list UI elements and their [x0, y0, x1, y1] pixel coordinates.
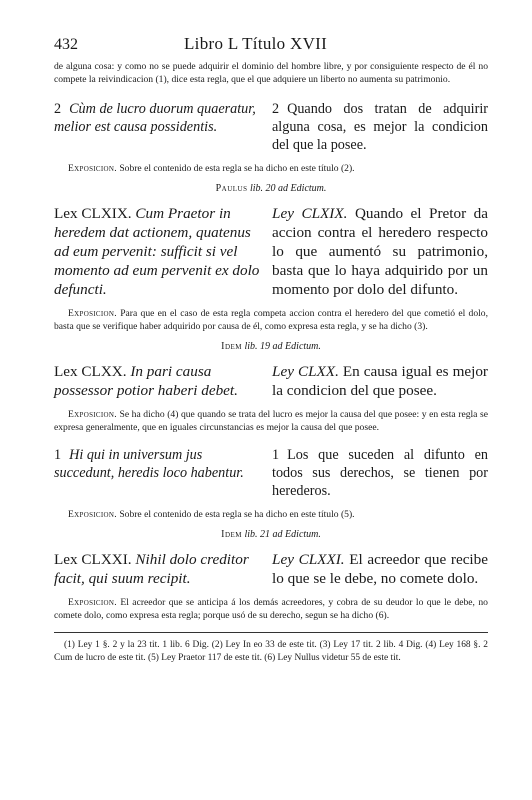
- lex-171-latin-head: Lex CLXXI.: [54, 551, 132, 568]
- rule-1-latin-number: 1: [54, 447, 62, 463]
- lex-169-latin-text: Cum Praetor in heredem dat actionem, quatenus ad eum pervenit: sufficit si vel momento ad eum pervenit ex dolo defuncti.: [54, 205, 260, 298]
- source-3: [54, 529, 488, 540]
- lex-170-spanish: [272, 362, 488, 400]
- rule-1-block: [54, 446, 488, 500]
- lex-170-block: [54, 362, 488, 400]
- rule-2-block: [54, 100, 488, 154]
- lex-169-spanish: [272, 204, 488, 299]
- rule-2-spanish: [272, 100, 488, 154]
- source-1: [54, 183, 488, 194]
- exposition-3-text: Se ha dicho (4) que quando se trata del lucro es mejor la causa del que posee: y en esta regla se expresa generalmente, que en iguales circunstancias es mejor la causa del que posee.: [54, 409, 488, 433]
- exposition-1: [68, 162, 488, 175]
- running-title: Libro L Título XVII: [184, 34, 328, 53]
- lex-171-spanish: [272, 550, 488, 588]
- rule-1-spanish-number: 1: [272, 447, 280, 463]
- rule-2-latin-text: Cùm de lucro duorum quaeratur, melior est causa possidentis.: [54, 101, 256, 135]
- exposition-1-text: Sobre el contenido de esta regla se ha dicho en este título (2).: [119, 163, 355, 174]
- exposition-5-lead: Exposicion.: [68, 597, 117, 608]
- rule-1-latin-text: Hi qui in universum jus succedunt, heredis loco habentur.: [54, 447, 244, 481]
- exposition-2: [54, 307, 488, 333]
- source-3-ref: lib. 21 ad Edictum.: [244, 529, 321, 540]
- lex-170-latin-text: In pari causa possessor potior haberi debet.: [54, 363, 238, 399]
- source-2-ref: lib. 19 ad Edictum.: [244, 341, 321, 352]
- rule-2-latin: [54, 100, 262, 154]
- exposition-1-lead: Exposicion.: [68, 163, 117, 174]
- rule-1-spanish: [272, 446, 488, 500]
- footnote-divider: [54, 632, 488, 633]
- source-2-name: Idem: [221, 341, 242, 352]
- exposition-2-text: Para que en el caso de esta regla competa accion contra el heredero del que cometió el dolo, basta que se verifique haber adquirido por causa de él, como expresa esta regla, y se ha dicho (3).: [54, 308, 488, 332]
- exposition-3: [54, 408, 488, 434]
- rule-2-spanish-number: 2: [272, 101, 280, 117]
- lex-170-spanish-text: En causa igual es mejor la condicion del que posee.: [272, 363, 488, 399]
- lex-169-block: [54, 204, 488, 299]
- lex-171-spanish-head: Ley CLXXI.: [272, 551, 345, 568]
- page-number: 432: [54, 36, 78, 53]
- exposition-5-text: El acreedor que se anticipa á los demás acreedores, y cobra de su deudor lo que le debe, no comete dolo, como expresa esta regla; porque usó de su derecho, segun se ha dicho (6).: [54, 597, 488, 621]
- rule-1-spanish-text: Los que suceden al difunto en todos sus derechos, se tienen por herederos.: [272, 447, 488, 499]
- lex-169-spanish-text: Quando el Pretor da accion contra el heredero respecto lo que aumentó su patrimonio, basta que lo haya adquirido por un momento por dolo del difunto.: [272, 205, 488, 298]
- lex-170-latin-head: Lex CLXX.: [54, 363, 127, 380]
- source-1-name: Paulus: [215, 183, 248, 194]
- source-1-ref: lib. 20 ad Edictum.: [250, 183, 327, 194]
- rule-2-latin-number: 2: [54, 101, 62, 117]
- exposition-2-lead: Exposicion.: [68, 308, 117, 319]
- lex-170-latin: [54, 362, 262, 400]
- lex-169-latin: [54, 204, 262, 299]
- exposition-4: [68, 508, 488, 521]
- page-header: [54, 34, 488, 56]
- exposition-5: [54, 596, 488, 622]
- source-2: [54, 341, 488, 352]
- rule-1-latin: [54, 446, 262, 500]
- exposition-4-text: Sobre el contenido de esta regla se ha dicho en este título (5).: [119, 509, 355, 520]
- lex-171-latin-text: Nihil dolo creditor facit, qui suum recipit.: [54, 551, 249, 587]
- exposition-4-lead: Exposicion.: [68, 509, 117, 520]
- source-3-name: Idem: [221, 529, 242, 540]
- footnotes: (1) Ley 1 §. 2 y la 23 tit. 1 lib. 6 Dig. (2) Ley In eo 33 de este tit. (3) Ley 17 tit. 2 lib. 4 Dig. (4) Ley 168 §. 2 Cum de lucro de este tit. (5) Ley Praetor 117 de este tit. (6) Ley Nullus videtur 55 de este tit.: [54, 640, 488, 663]
- exposition-3-lead: Exposicion.: [68, 409, 117, 420]
- lex-171-spanish-text: El acreedor que recibe lo que se le debe, no comete dolo.: [272, 551, 488, 587]
- intro-paragraph: de alguna cosa: y como no se puede adquirir el dominio del hombre libre, y por consiguiente respecto de él no compete la reivindicacion (1), dice esta regla, que el que adquiere un liberto no aumenta su patrimonio.: [54, 61, 488, 85]
- lex-171-block: [54, 550, 488, 588]
- lex-171-latin: [54, 550, 262, 588]
- lex-169-latin-head: Lex CLXIX.: [54, 205, 132, 222]
- lex-169-spanish-head: Ley CLXIX.: [272, 205, 348, 222]
- rule-2-spanish-text: Quando dos tratan de adquirir alguna cosa, es mejor la condicion del que la posee.: [272, 101, 488, 153]
- lex-170-spanish-head: Ley CLXX.: [272, 363, 339, 380]
